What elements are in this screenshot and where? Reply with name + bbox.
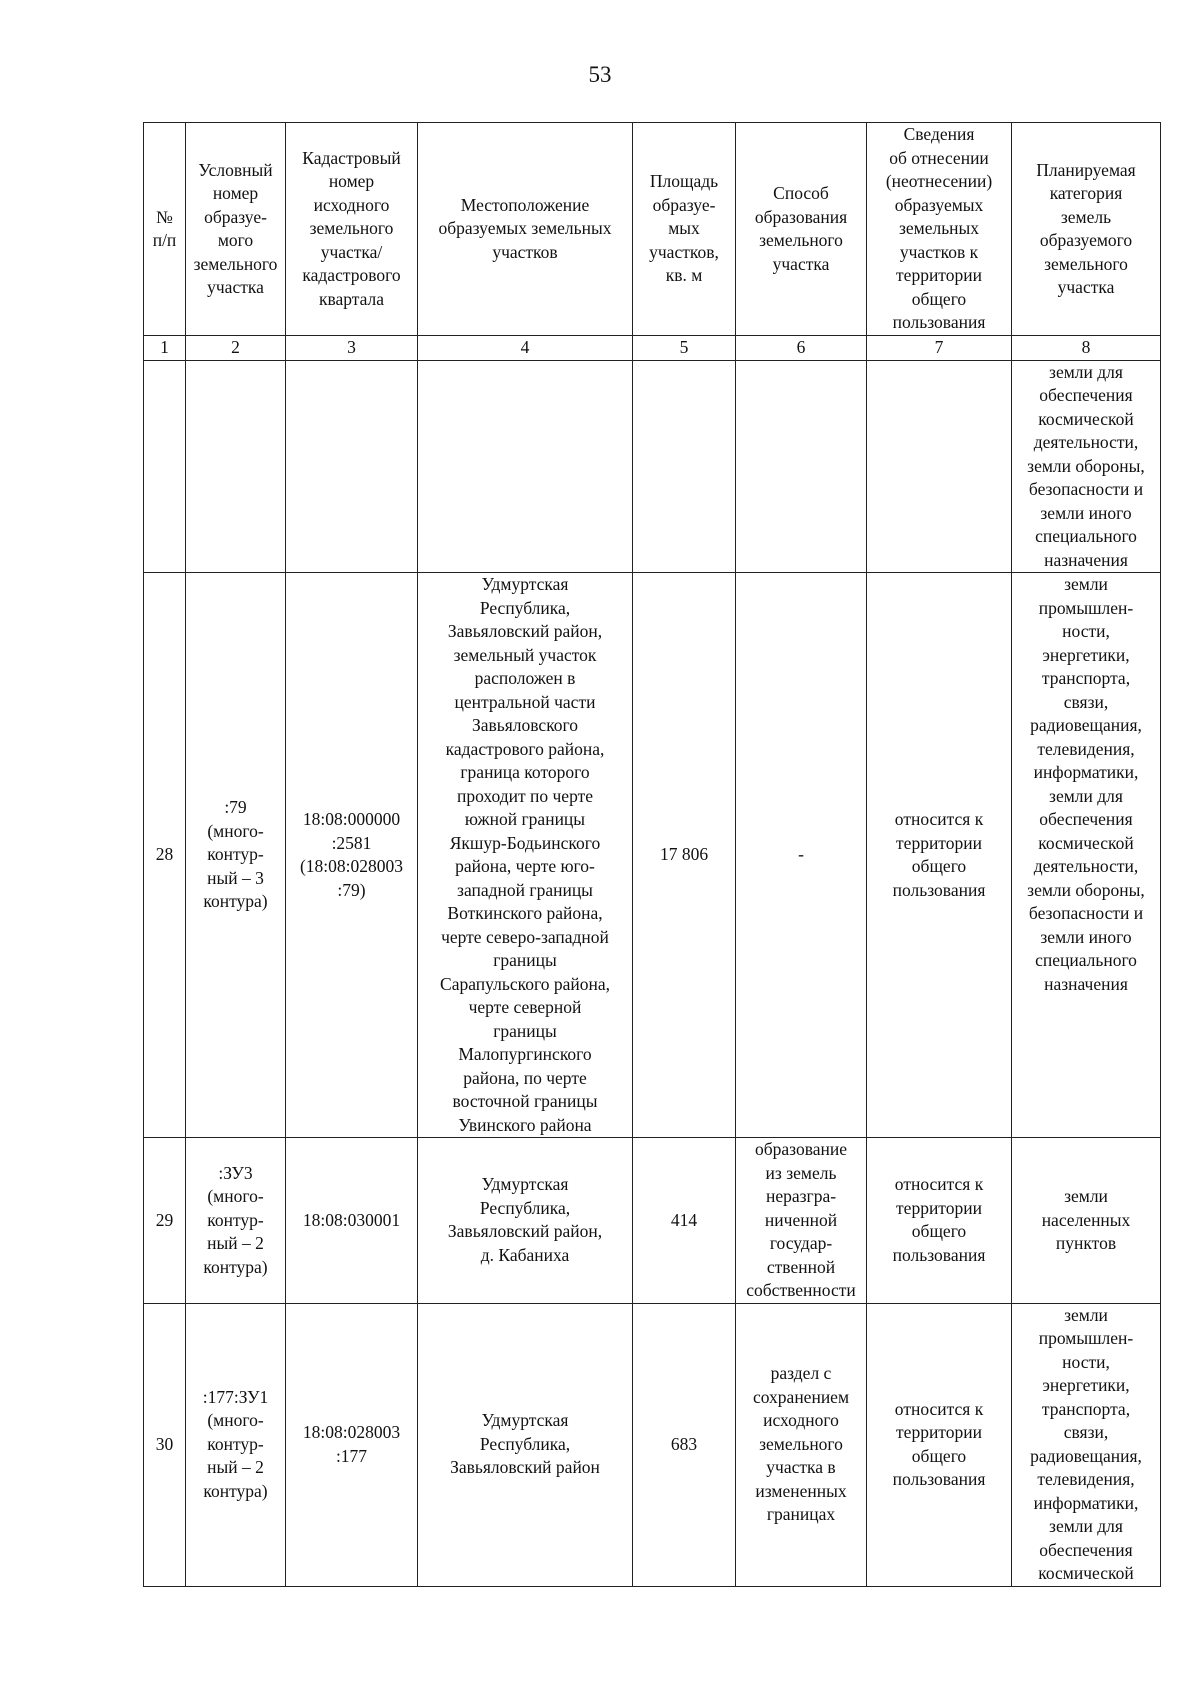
header-location: Местоположение образуемых земельных участков <box>418 123 633 336</box>
table-cell <box>633 360 736 573</box>
category-cell: земли населенных пунктов <box>1012 1138 1161 1304</box>
conditional-number-cell: :ЗУ3 (много- контур- ный – 2 контура) <box>186 1138 286 1304</box>
row-number-cell: 30 <box>144 1303 186 1586</box>
cadastral-number-cell: 18:08:030001 <box>286 1138 418 1304</box>
table-row <box>144 573 1161 1138</box>
header-conditional-number: Условный номер образуе- мого земельного участка <box>186 123 286 336</box>
location-cell: Удмуртская Республика, Завьяловский район, земельный участок расположен в центральной части Завьяловского кадастрового района, граница которого проходит по черте южной границы Якшур-Бодьинского района, черте юго- западной границы Воткинского района, черте северо-западной границы Сарапульского района, черте северной границы Малопургинского района, по черте восточной границы Увинского района <box>418 573 633 1138</box>
cadastral-number-cell: 18:08:000000 :2581 (18:08:028003 :79) <box>286 573 418 1138</box>
table-row <box>144 1138 1161 1304</box>
method-cell: образование из земель неразгра- ниченной государ- ственной собственности <box>736 1138 867 1304</box>
category-cell: земли промышлен- ности, энергетики, транспорта, связи, радиовещания, телевидения, информатики, земли для обеспечения космической деятельности, земли обороны, безопасности и земли иного специального назначения <box>1012 573 1161 1138</box>
conditional-number-cell: :79 (много- контур- ный – 3 контура) <box>186 573 286 1138</box>
conditional-number-cell: :177:ЗУ1 (много- контур- ный – 2 контура) <box>186 1303 286 1586</box>
column-number: 6 <box>736 336 867 361</box>
header-area: Площадь образуе- мых участков, кв. м <box>633 123 736 336</box>
column-number: 1 <box>144 336 186 361</box>
column-number: 4 <box>418 336 633 361</box>
location-cell: Удмуртская Республика, Завьяловский район, д. Кабаниха <box>418 1138 633 1304</box>
row-number-cell: 29 <box>144 1138 186 1304</box>
land-plots-table <box>143 122 1161 1587</box>
method-cell: раздел с сохранением исходного земельного участка в измененных границах <box>736 1303 867 1586</box>
table-cell <box>286 360 418 573</box>
public-use-cell: относится к территории общего пользования <box>867 1303 1012 1586</box>
column-number: 8 <box>1012 336 1161 361</box>
method-cell: - <box>736 573 867 1138</box>
category-cell: земли для обеспечения космической деятельности, земли обороны, безопасности и земли иного специального назначения <box>1012 360 1161 573</box>
header-no: № п/п <box>144 123 186 336</box>
cadastral-number-cell: 18:08:028003 :177 <box>286 1303 418 1586</box>
table-cell <box>186 360 286 573</box>
table-cell <box>144 360 186 573</box>
public-use-cell: относится к территории общего пользования <box>867 1138 1012 1304</box>
row-number-cell: 28 <box>144 573 186 1138</box>
area-cell: 414 <box>633 1138 736 1304</box>
column-number: 2 <box>186 336 286 361</box>
category-cell: земли промышлен- ности, энергетики, транспорта, связи, радиовещания, телевидения, информатики, земли для обеспечения космической <box>1012 1303 1161 1586</box>
header-public-use: Сведения об отнесении (неотнесении) образуемых земельных участков к территории общего пользования <box>867 123 1012 336</box>
table-row <box>144 1303 1161 1586</box>
location-cell: Удмуртская Республика, Завьяловский район <box>418 1303 633 1586</box>
page-number: 53 <box>588 62 612 87</box>
header-method: Способ образования земельного участка <box>736 123 867 336</box>
table-cell <box>418 360 633 573</box>
header-category: Планируемая категория земель образуемого земельного участка <box>1012 123 1161 336</box>
column-number: 5 <box>633 336 736 361</box>
table-cell <box>867 360 1012 573</box>
header-row <box>144 123 1161 336</box>
area-cell: 683 <box>633 1303 736 1586</box>
header-cadastral-number: Кадастровый номер исходного земельного участка/ кадастрового квартала <box>286 123 418 336</box>
table-row-continuation <box>144 360 1161 573</box>
table-cell <box>736 360 867 573</box>
area-cell: 17 806 <box>633 573 736 1138</box>
column-number-row <box>144 336 1161 361</box>
public-use-cell: относится к территории общего пользования <box>867 573 1012 1138</box>
column-number: 3 <box>286 336 418 361</box>
column-number: 7 <box>867 336 1012 361</box>
